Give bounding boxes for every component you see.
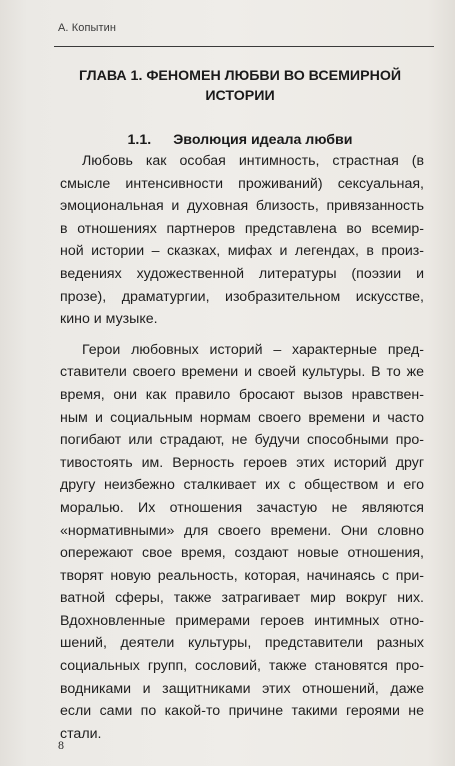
section-heading: Эволюция идеала любви — [173, 132, 353, 148]
paragraph-gap — [60, 331, 424, 339]
running-head-author: А. Копытин — [58, 22, 117, 34]
text-line: кино и музыке. — [60, 311, 158, 328]
text-line: опережают свое время, создают новые отношения, — [60, 545, 424, 562]
text-line: другу неизбежно сталкивает их с обществом и его — [60, 477, 424, 494]
section-number: 1.1. — [127, 132, 152, 148]
text-line: эмоциональная и духовная близость, привязанность — [60, 198, 424, 215]
text-line: прозе), драматургии, изобразительном искусстве, — [60, 288, 424, 305]
text-line: ставители своего времени и своей культуры. В то же — [60, 364, 424, 381]
text-line: ведениях художественной литературы (поэзии и — [60, 265, 424, 282]
section-title — [60, 130, 420, 150]
paragraph-1 — [60, 150, 424, 331]
text-line: Герои любовных историй – характерные пред- — [82, 341, 424, 358]
chapter-title-line-2: ИСТОРИИ — [205, 88, 275, 104]
text-line: время, они как правило бросают вызов нравствен- — [60, 386, 424, 403]
text-line: ным и социальным нормам своего времени и часто — [60, 409, 424, 426]
text-line: Вдохновленные примерами героев интимных отно- — [60, 612, 424, 629]
text-line: в отношениях партнеров представлена во всемир- — [60, 220, 424, 237]
text-line: тивостоять им. Верность героев этих историй друг — [60, 454, 424, 471]
text-line: ной истории – сказках, мифах и легендах, в произ- — [60, 243, 424, 260]
text-line: смысле интенсивности проживаний) сексуальная, — [60, 175, 424, 192]
text-line: моралью. Их отношения зачастую не являются — [60, 499, 424, 516]
chapter-title-line-1: ГЛАВА 1. ФЕНОМЕН ЛЮБВИ ВО ВСЕМИРНОЙ — [78, 68, 402, 84]
text-line: творят новую реальность, которая, начинаясь с при- — [60, 567, 424, 584]
page-number: 8 — [58, 738, 64, 752]
chapter-title — [60, 66, 420, 106]
text-line: стали. — [60, 725, 102, 742]
text-line: ватной сферы, также затрагивает мир вокруг них. — [60, 590, 424, 607]
text-line: шений, деятели культуры, представители разных — [60, 635, 424, 652]
header-rule — [54, 46, 434, 47]
text-line: погибают или страдают, не будучи способными про- — [60, 432, 424, 449]
paragraph-2 — [60, 339, 424, 746]
text-line: социальных групп, сословий, также становятся про- — [60, 658, 424, 675]
body-text — [60, 150, 424, 745]
text-line: «нормативными» для своего времени. Они словно — [60, 522, 424, 539]
text-line: если сами по какой-то причине такими героями не — [60, 703, 424, 720]
text-line: Любовь как особая интимность, страстная (в — [82, 153, 424, 169]
text-line: водниками и защитниками этих отношений, даже — [60, 680, 424, 697]
